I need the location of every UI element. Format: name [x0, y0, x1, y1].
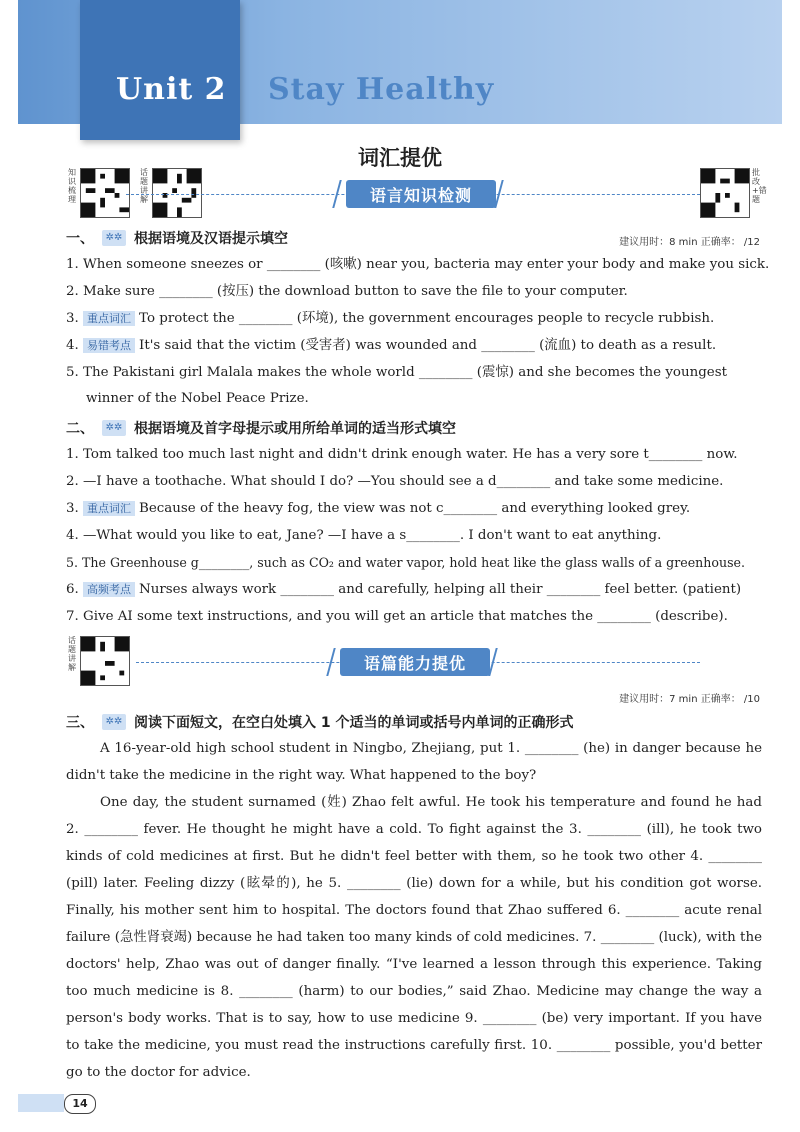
question-line: 5. The Greenhouse g________, such as CO₂ and water vapor, hold heat like the glass walls of a greenhouse. — [66, 555, 746, 570]
question-line: 5. The Pakistani girl Malala makes the whole world ________ (震惊) and she becomes the youngest — [66, 365, 727, 380]
unit-title: Unit 2 — [116, 72, 227, 107]
tag-error-point: 易错考点 — [83, 338, 135, 353]
qr-label-mid: 话题讲解 — [68, 636, 76, 672]
part2-heading — [66, 418, 456, 438]
question-line: 1. When someone sneezes or ________ (咳嗽) near you, bacteria may enter your body and make you sick. — [66, 257, 770, 272]
question-text: Because of the heavy fog, the view was not c________ and everything looked grey. — [139, 501, 691, 516]
tag-key-vocab: 重点词汇 — [83, 311, 135, 326]
part1-number: 一、 — [66, 231, 94, 247]
unit-block — [80, 0, 240, 140]
qr-code-icon[interactable] — [80, 168, 130, 218]
qr-label-right: 批改+错题 — [752, 168, 767, 204]
qr-pattern-icon — [153, 169, 201, 217]
question-line: 7. Give AI some text instructions, and you will get an article that matches the ________ (describe). — [66, 609, 728, 624]
qr-code-icon[interactable] — [700, 168, 750, 218]
passage-paragraph-1: A 16-year-old high school student in Ningbo, Zhejiang, put 1. ________ (he) in danger because he didn't take the medicine in the right way. What happened to the boy? — [66, 741, 762, 783]
question-line: 6. 高频考点 Nurses always work ________ and carefully, helping all their ________ feel better. (patient) — [66, 582, 742, 597]
unit-subtitle: Stay Healthy — [268, 72, 495, 107]
tag-key-vocab: 重点词汇 — [83, 501, 135, 516]
part2-number: 二、 — [66, 421, 94, 437]
page-number: 14 — [64, 1094, 96, 1114]
tag-high-freq: 高频考点 — [83, 582, 135, 597]
section-pill-reading: 语篇能力提优 — [340, 648, 490, 676]
qr-pattern-icon — [81, 169, 129, 217]
qr-pattern-icon — [701, 169, 749, 217]
part2-title: 根据语境及首字母提示或用所给单词的适当形式填空 — [134, 421, 456, 437]
question-line: 4. 易错考点 It's said that the victim (受害者) was wounded and ________ (流血) to death as a result. — [66, 338, 717, 353]
star-icon: ✲✲ — [102, 230, 126, 246]
star-icon: ✲✲ — [102, 714, 126, 730]
part1-timing: 建议用时：8 min 正确率： /12 — [619, 237, 760, 248]
question-line: 2. Make sure ________ (按压) the download button to save the file to your computer. — [66, 284, 628, 299]
qr-code-icon[interactable] — [80, 636, 130, 686]
qr-pattern-icon — [81, 637, 129, 685]
question-line: 2. —I have a toothache. What should I do? —You should see a d________ and take some medicine. — [66, 474, 724, 489]
question-text: To protect the ________ (环境), the government encourages people to recycle rubbish. — [139, 311, 715, 326]
part3-timing: 建议用时：7 min 正确率： /10 — [619, 694, 760, 705]
part3-heading — [66, 712, 574, 732]
question-line: 3. 重点词汇 To protect the ________ (环境), the government encourages people to recycle rubbish. — [66, 311, 715, 326]
part3-title: 阅读下面短文，在空白处填入 1 个适当的单词或括号内单词的正确形式 — [134, 715, 574, 731]
question-line: 1. Tom talked too much last night and didn't drink enough water. He has a very sore t________ now. — [66, 447, 738, 462]
question-line: 4. —What would you like to eat, Jane? —I have a s________. I don't want to eat anything. — [66, 528, 662, 543]
passage-paragraph-2: One day, the student surnamed (姓) Zhao felt awful. He took his temperature and found he had 2. ________ fever. He thought he might have a cold. To fight against the 3. ________ (ill), he took two kinds of cold medicines at first. But he didn't feel better with them, so he took two other 4. ________ (pill) later. Feeling dizzy (眩晕的), he 5. ________ (lie) down for a while, but his condition got worse. Finally, his mother sent him to hospital. The doctors found that Zhao suffered 6. ________ acute renal failure (急性肾衰竭) because he had taken too many kinds of cold medicines. 7. ________ (luck), with the doctors' help, Zhao was out of danger finally. “I've learned a lesson through this experience. Taking too much medicine is 8. ________ (harm) to our bodies,” said Zhao. Medicine may change the way a person's body works. That is to say, how to use medicine 9. ________ (be) very important. If you have to take the medicine, you must read the instructions carefully first. 10. ________ possible, you'd better go to the doctor for advice. — [66, 795, 762, 1080]
question-text: It's said that the victim (受害者) was wounded and ________ (流血) to death as a result. — [139, 338, 717, 353]
section-pill-knowledge: 语言知识检测 — [346, 180, 496, 208]
qr-code-icon[interactable] — [152, 168, 202, 218]
part3-number: 三、 — [66, 715, 94, 731]
question-line: winner of the Nobel Peace Prize. — [86, 391, 309, 406]
qr-label-left2: 话题讲解 — [140, 168, 148, 204]
page-tab — [18, 1094, 64, 1112]
section-title: 词汇提优 — [358, 146, 442, 170]
part1-heading — [66, 228, 288, 248]
question-line: 3. 重点词汇 Because of the heavy fog, the view was not c________ and everything looked grey. — [66, 501, 691, 516]
star-icon: ✲✲ — [102, 420, 126, 436]
qr-label-left1: 知识梳理 — [68, 168, 76, 204]
part1-title: 根据语境及汉语提示填空 — [134, 231, 288, 247]
question-text: Nurses always work ________ and carefully, helping all their ________ feel better. (patient) — [139, 582, 742, 597]
